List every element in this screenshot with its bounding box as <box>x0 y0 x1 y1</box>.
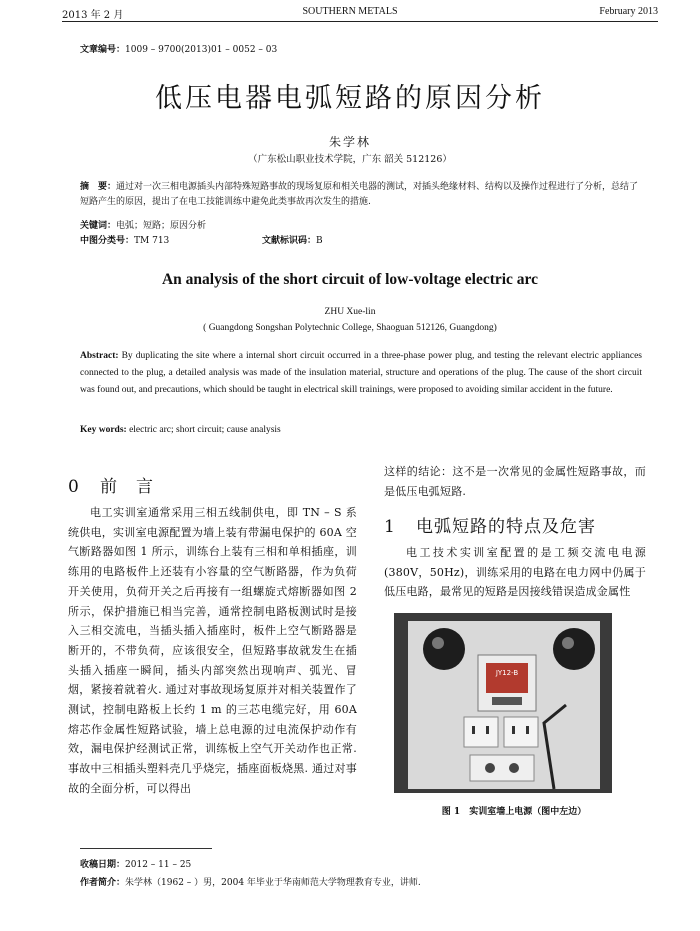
socket-left-pin <box>472 726 475 734</box>
left-lamp <box>423 628 465 670</box>
author-cn: 朱学林 <box>328 135 371 149</box>
classification-label: 中图分类号： <box>80 236 135 246</box>
affiliation-cn: （广东松山职业技术学院，广东 韶关 512126） <box>248 154 452 165</box>
document-code-label: 文献标识码： <box>262 236 317 246</box>
section-0-continuation <box>384 462 646 501</box>
affiliation-en: ( Guangdong Songshan Polytechnic College, Shaoguan 512126, Guangdong) <box>203 323 497 333</box>
keywords-en-text: electric arc; short circuit; cause analysis <box>126 425 281 435</box>
keywords-cn-label: 关键词： <box>80 221 117 231</box>
figure-1-illustration <box>394 613 612 793</box>
section-0-number: 0 <box>68 477 80 497</box>
socket-left <box>464 717 498 747</box>
article-number-label: 文章编号： <box>80 45 126 55</box>
abstract-cn-label: 摘 要： <box>80 182 117 192</box>
section-0-paragraph: 电工实训室通常采用三相五线制供电，即 TN – S 系统供电，实训室电源配置为墙上装有带漏电保护的 60A 空气断路器如图 1 所示，训练台上装有三相和单相插座，训练用的电路板件上还装有小容量的空气断路器，作为负荷开关使用，负荷开关之后再接有一组螺旋式熔断器如图 2 所示，保护措施已相当完善，通常控制电路板测试时是接入三相交流电，当插头插入插座时，板件上空气断路器是断开的，不带负荷，应该很安全，但短路事故就发生在插头插入插座一瞬间，插头内部突然出现响声、弧光、冒烟，紧接着就着火. 通过对事故现场复原并对相关装置作了测试，控制电路板上长约 1 m 的三芯电缆完好，用 60A 熔芯作金属性短路试验，墙上总电源的过电流保护动作有效，漏电保护经测试正常，训练板上空气开关动作也正常. 事故中三相插头塑料壳几乎烧完，插座面板烧黑. 通过对事故的全面分析，可以得出 <box>68 506 357 795</box>
figure-1-caption: 图 1 实训室墙上电源（图中左边） <box>441 807 587 817</box>
lower-outlet-hole <box>485 763 495 773</box>
breaker-switch <box>492 697 522 705</box>
header-left: 2013 年 2 月 <box>62 10 124 21</box>
lower-outlet-hole <box>509 763 519 773</box>
received-date: 2012 – 11 – 25 <box>125 860 192 870</box>
section-1-number: 1 <box>384 517 396 537</box>
socket-right-pin <box>512 726 515 734</box>
section-0-heading <box>68 472 154 497</box>
section-1-title: 电弧短路的特点及危害 <box>416 517 596 537</box>
socket-right <box>504 717 538 747</box>
section-1-body <box>384 543 646 602</box>
classification-value: TM 713 <box>134 236 170 246</box>
breaker-panel-label: JY12-B <box>495 669 519 677</box>
title-en: An analysis of the short circuit of low-voltage electric arc <box>161 271 539 288</box>
abstract-en <box>80 348 642 399</box>
lower-outlet <box>470 755 534 781</box>
right-lamp <box>553 628 595 670</box>
title-cn: 低压电器电弧短路的原因分析 <box>155 83 545 114</box>
figure-1-photo <box>394 613 612 793</box>
section-1-paragraph: 电工技术实训室配置的是工频交流电电源 (380V，50Hz)，训练采用的电路在电力网中仍属于低压电路，最常见的短路是因接线错误造成金属性 <box>384 546 646 599</box>
author-en: ZHU Xue-lin <box>324 307 376 317</box>
document-code-value: B <box>316 236 323 246</box>
socket-right-pin <box>526 726 529 734</box>
received-label: 收稿日期： <box>80 860 126 870</box>
socket-left-pin <box>486 726 489 734</box>
left-lamp-highlight <box>432 637 444 649</box>
abstract-cn <box>80 180 640 209</box>
abstract-en-text: By duplicating the site where a internal short circuit occurred in a three-phase power plug, and testing the relevant electric appliances connected to the plug, a detailed analysis was made of the insulation material, structure and operations of the plug. The cause of the short circuit was found out, and precautions, which should be taught in electrical skill trainings, were proposed to avoiding similar accident in the future. <box>80 351 642 395</box>
keywords-cn <box>80 218 206 231</box>
article-number <box>80 42 277 55</box>
breaker-label-panel <box>486 663 528 693</box>
author-bio-text: 朱学林（1962 – ）男，2004 年毕业于华南师范大学物理教育专业，讲师. <box>125 878 421 888</box>
document-code <box>262 233 323 246</box>
footnote-received <box>80 857 191 870</box>
header-right: February 2013 <box>599 6 658 17</box>
continuation-paragraph: 这样的结论：这不是一次常见的金属性短路事故，而是低压电弧短路. <box>384 465 646 498</box>
right-lamp-highlight <box>562 637 574 649</box>
author-bio-label: 作者简介： <box>80 878 126 888</box>
footnote-author-bio <box>80 875 421 888</box>
section-1-heading <box>384 512 596 537</box>
header-rule <box>62 21 658 22</box>
keywords-en-label: Key words: <box>80 425 127 435</box>
keywords-en <box>80 425 281 435</box>
article-number-value: 1009 – 9700(2013)01 – 0052 – 03 <box>125 45 278 55</box>
abstract-en-label: Abstract: <box>80 351 119 361</box>
footnote-rule <box>80 848 212 849</box>
section-0-body <box>68 503 357 799</box>
abstract-cn-text: 通过对一次三相电源插头内部特殊短路事故的现场复原和相关电器的测试，对插头绝缘材料、结构以及操作过程进行了分析，总结了短路产生的原因，提出了在电工技能训练中避免此类事故再次发生的措施. <box>80 182 639 207</box>
header-journal: SOUTHERN METALS <box>302 6 398 17</box>
keywords-cn-text: 电弧；短路；原因分析 <box>116 221 207 231</box>
section-0-title: 前 言 <box>100 477 154 497</box>
classification <box>80 233 169 246</box>
